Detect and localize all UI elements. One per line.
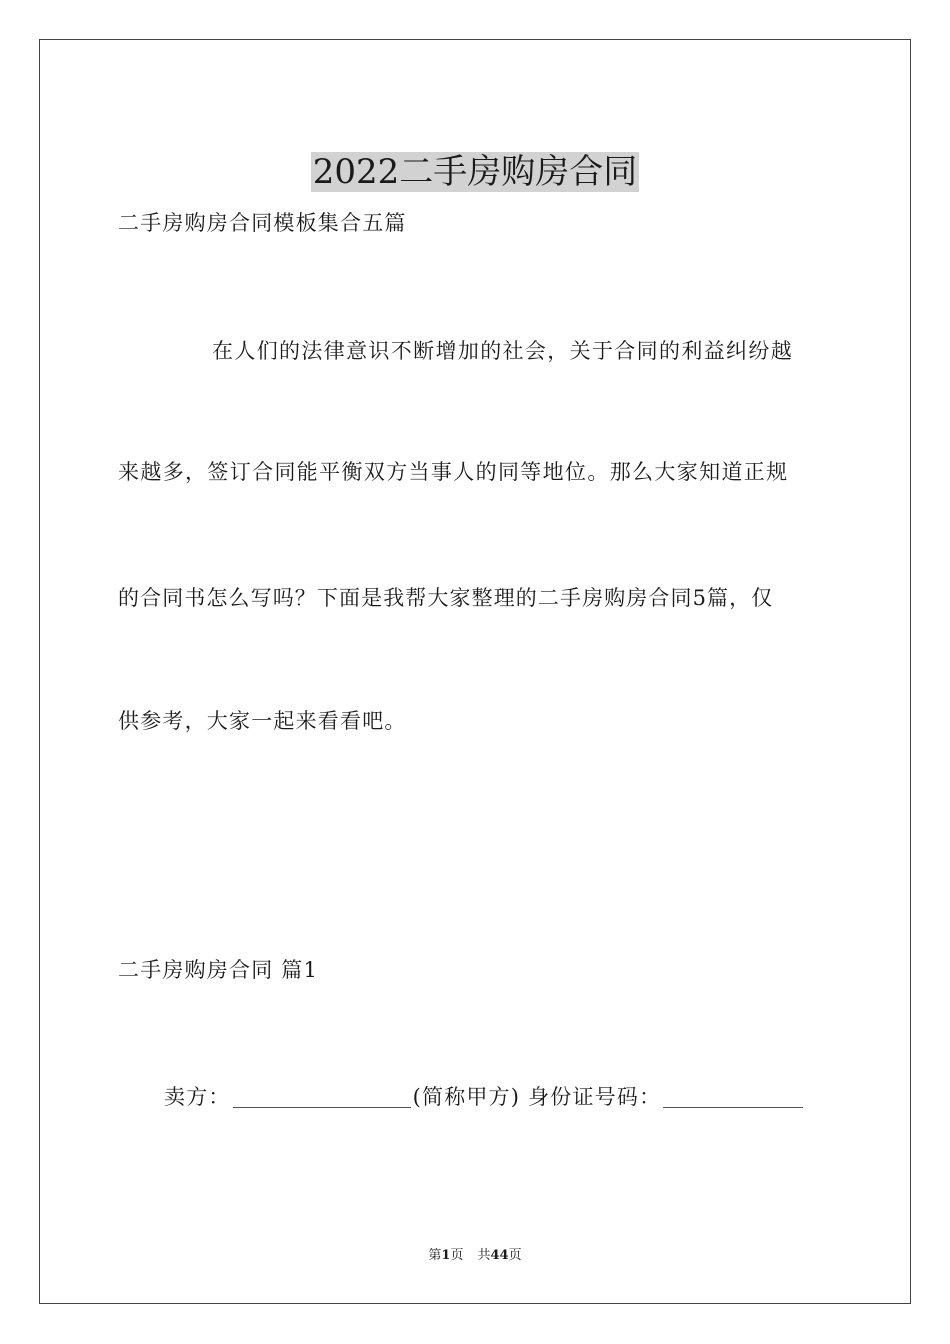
page-footer <box>0 1247 950 1265</box>
intro-line-4: 供参考，大家一起来看看吧。 <box>118 709 407 733</box>
section-heading: 二手房购房合同 篇1 <box>118 958 319 982</box>
intro-line-3: 的合同书怎么写吗？下面是我帮大家整理的二手房购房合同5篇，仅 <box>118 586 774 610</box>
intro-line-1: 在人们的法律意识不断增加的社会，关于合同的利益纠纷越 <box>212 339 794 363</box>
footer-total-suffix: 页 <box>508 1248 522 1263</box>
footer-page-prefix: 第 <box>428 1248 442 1263</box>
footer-page-number: 1 <box>441 1248 451 1263</box>
seller-id-blank <box>663 1085 803 1108</box>
seller-note: (简称甲方) 身份证号码： <box>412 1085 662 1109</box>
footer-page-suffix: 页 <box>450 1248 464 1263</box>
seller-name-blank <box>233 1085 411 1108</box>
footer-total-pages: 44 <box>490 1248 509 1263</box>
seller-label: 卖方： <box>164 1085 231 1109</box>
intro-line-2: 来越多，签订合同能平衡双方当事人的同等地位。那么大家知道正规 <box>118 460 789 484</box>
document-title <box>0 149 950 195</box>
seller-line <box>164 1082 836 1112</box>
footer-total-prefix: 共 <box>477 1248 491 1263</box>
document-subtitle: 二手房购房合同模板集合五篇 <box>118 211 407 235</box>
document-title-text: 2022二手房购房合同 <box>312 151 638 192</box>
